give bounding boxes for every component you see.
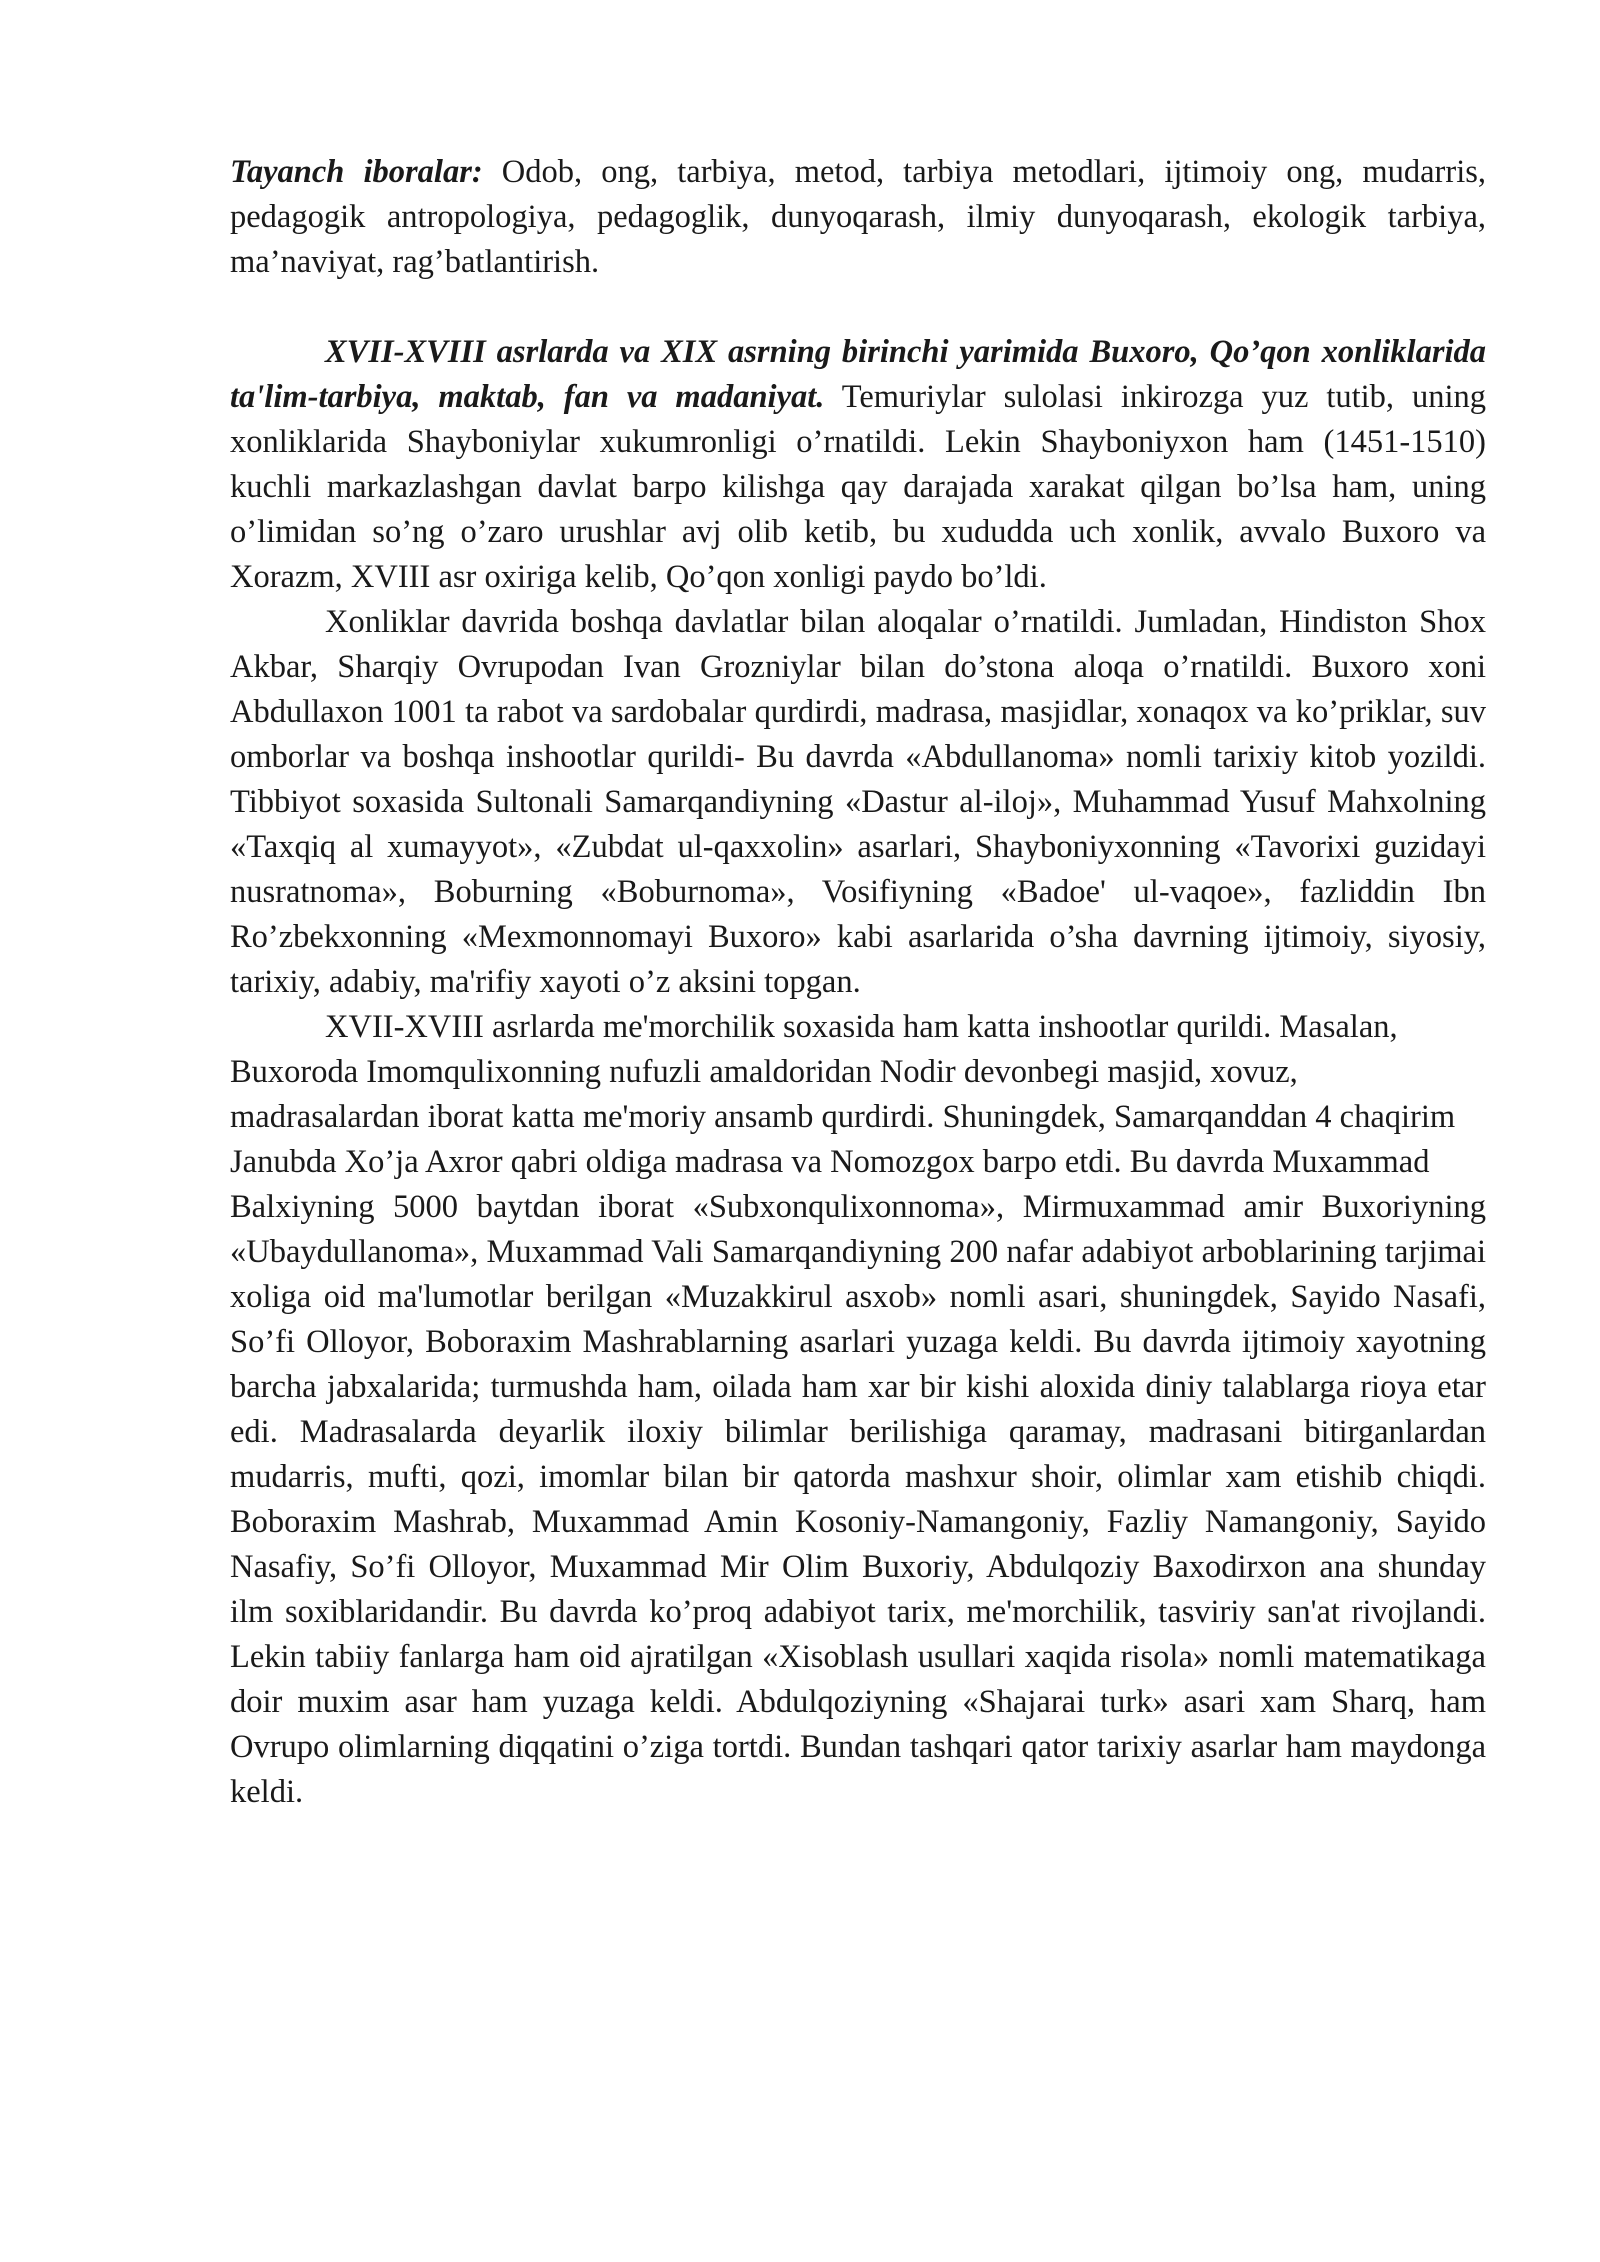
- body-paragraph: XVII-XVIII asrlarda me'morchilik soxasida ham katta inshootlar qurildi. Masalan, Buxoroda Imomqulixonning nufuzli amaldoridan Nodir devonbegi masjid, xovuz, madrasalardan iborat katta me'moriy ansamb qurdirdi. Shuningdek, Samarqanddan 4 chaqirim Janubda Xo’ja Axror qabri oldiga madrasa va Nomozgox barpo etdi. Bu davrda Muxammad: [230, 1009, 1456, 1180]
- body-paragraph: Xonliklar davrida boshqa davlatlar bilan aloqalar o’rnatildi. Jumladan, Hindiston Shox Akbar, Sharqiy Ovrupodan Ivan Grozniylar bilan do’stona aloqa o’rnatildi. Buxoro xoni Abdullaxon 1001 ta rabot va sardobalar qurdirdi, madrasa, masjidlar, xonaqox va ko’priklar, suv omborlar va boshqa inshootlar qurildi- Bu davrda «Abdullanoma» nomli tarixiy kitob yozildi. Tibbiyot soxasida Sultonali Samarqandiyning «Dastur al-iloj», Muhammad Yusuf Mahxolning «Taxqiq al xumayyot», «Zubdat ul-qaxxolin» asarlari, Shayboniyxonning «Tavorixi guzidayi nusratnoma», Boburning «Boburnoma», Vosifiyning «Badoe' ul-vaqoe», fazliddin Ibn Ro’zbekxonning «Mexmonnomayi Buxoro» kabi asarlarida o’sha davrning ijtimoiy, siyosiy, tarixiy, adabiy, ma'rifiy xayoti o’z aksini topgan.: [230, 604, 1486, 1000]
- keywords-label: Tayanch iboralar:: [230, 154, 483, 190]
- paragraph-gap: [230, 285, 1486, 330]
- keywords-paragraph: [230, 150, 1486, 285]
- section-heading: XVII-XVIII asrlarda va XIX asrning birinchi yarimida Buxoro, Qo’qon xonliklarida ta'lim-tarbiya, maktab, fan va madaniyat.: [230, 334, 1486, 415]
- keywords-text: Odob, ong, tarbiya, metod, tarbiya metodlari, ijtimoiy ong, mudarris, pedagogik antropologiya, pedagoglik, dunyoqarash, ilmiy dunyoqarash, ekologik tarbiya, ma’naviyat, rag’batlantirish.: [230, 154, 1487, 280]
- continuation-paragraph: Balxiyning 5000 baytdan iborat «Subxonqulixonnoma», Mirmuxammad amir Buxoriyning «Ubaydullanoma», Muxammad Vali Samarqandiyning 200 nafar adabiyot arboblarining tarjimai xoliga oid ma'lumotlar berilgan «Muzakkirul asxob» nomli asari, shuningdek, Sayido Nasafi, So’fi Olloyor, Boboraxim Mashrablarning asarlari yuzaga keldi. Bu davrda ijtimoiy xayotning barcha jabxalarida; turmushda ham, oilada ham xar bir kishi aloxida diniy talablarga rioya etar edi. Madrasalarda deyarlik iloxiy bilimlar berilishiga qaramay, madrasani bitirganlardan mudarris, mufti, qozi, imomlar bilan bir qatorda mashxur shoir, olimlar xam etishib chiqdi. Boboraxim Mashrab, Muxammad Amin Kosoniy-Namangoniy, Fazliy Namangoniy, Sayido Nasafiy, So’fi Olloyor, Muxammad Mir Olim Buxoriy, Abdulqoziy Baxodirxon ana shunday ilm soxiblaridandir. Bu davrda ko’proq adabiyot tarix, me'morchilik, tasviriy san'at rivojlandi. Lekin tabiiy fanlarga ham oid ajratilgan «Xisoblash usullari xaqida risola» nomli matematikaga doir muxim asar ham yuzaga keldi. Abdulqoziyning «Shajarai turk» asari xam Sharq, ham Ovrupo olimlarning diqqatini o’ziga tortdi. Bundan tashqari qator tarixiy asarlar ham maydonga keldi.: [230, 1189, 1486, 1810]
- section-intro-text: Temuriylar sulolasi inkirozga yuz tutib, uning xonliklarida Shayboniylar xukumronligi o’rnatildi. Lekin Shayboniyxon ham (1451-1510) kuchli markazlashgan davlat barpo kilishga qay darajada xarakat qilgan bo’lsa ham, uning o’limidan so’ng o’zaro urushlar avj olib ketib, bu xududda uch xonlik, avvalo Buxoro va Xorazm, XVIII asr oxiriga kelib, Qo’qon xonligi paydo bo’ldi.: [230, 379, 1486, 595]
- document-page: [230, 150, 1486, 1815]
- section-intro-paragraph: [230, 330, 1486, 600]
